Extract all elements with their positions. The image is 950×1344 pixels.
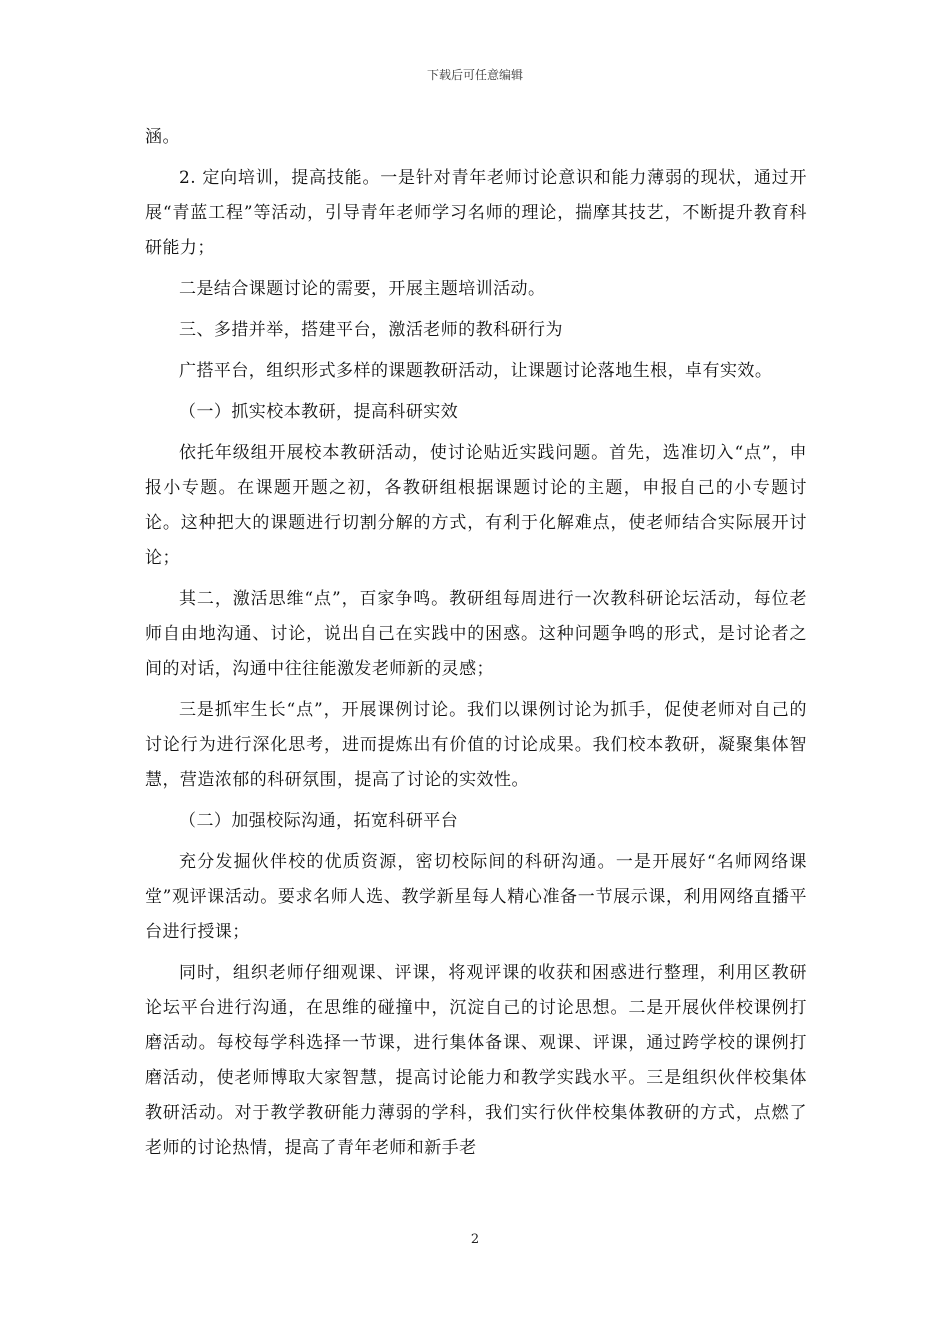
paragraph: 其二，激活思维“点”，百家争鸣。教研组每周进行一次教科研论坛活动，每位老师自由地沟通、讨论，说出自己在实践中的困惑。这种问题争鸣的形式，是讨论者之间的对话，沟通中往往能激发老师新的灵感； <box>145 589 807 679</box>
paragraph: 同时，组织老师仔细观课、评课，将观评课的收获和困惑进行整理，利用区教研论坛平台进行沟通，在思维的碰撞中，沉淀自己的讨论思想。二是开展伙伴校课例打磨活动。每校每学科选择一节课，进行集体备课、观课、评课，通过跨学校的课例打磨活动，使老师博取大家智慧，提高讨论能力和教学实践水平。三是组织伙伴校集体教研活动。对于教学教研能力薄弱的学科，我们实行伙伴校集体教研的方式，点燃了老师的讨论热情，提高了青年老师和新手老 <box>145 963 807 1158</box>
page-number: 2 <box>470 1232 480 1247</box>
paragraph: 涵。 <box>145 127 180 147</box>
paragraph: 三是抓牢生长“点”，开展课例讨论。我们以课例讨论为抓手，促使老师对自己的讨论行为进行深化思考，进而提炼出有价值的讨论成果。我们校本教研，凝聚集体智慧，营造浓郁的科研氛围，提高了讨论的实效性。 <box>145 700 807 790</box>
subsection-heading: （二）加强校际沟通，拓宽科研平台 <box>179 811 459 831</box>
paragraph: 2. 定向培训，提高技能。一是针对青年老师讨论意识和能力薄弱的现状，通过开展“青蓝工程”等活动，引导青年老师学习名师的理论，揣摩其技艺，不断提升教育科研能力； <box>145 168 807 258</box>
paragraph: 广搭平台，组织形式多样的课题教研活动，让课题讨论落地生根，卓有实效。 <box>179 361 773 381</box>
page-header: 下载后可任意编辑 <box>426 68 523 82</box>
subsection-heading: （一）抓实校本教研，提高科研实效 <box>179 402 459 422</box>
paragraph: 二是结合课题讨论的需要，开展主题培训活动。 <box>179 279 546 299</box>
paragraph: 依托年级组开展校本教研活动，使讨论贴近实践问题。首先，选准切入“点”，申报小专题。在课题开题之初，各教研组根据课题讨论的主题，申报自己的小专题讨论。这种把大的课题进行切割分解的方式，有利于化解难点，使老师结合实际展开讨论； <box>145 443 807 568</box>
document-body <box>145 120 807 1172</box>
section-heading: 三、多措并举，搭建平台，激活老师的教科研行为 <box>179 320 563 340</box>
paragraph: 充分发掘伙伴校的优质资源，密切校际间的科研沟通。一是开展好“名师网络课堂”观评课活动。要求名师人选、教学新星每人精心准备一节展示课，利用网络直播平台进行授课； <box>145 852 807 942</box>
